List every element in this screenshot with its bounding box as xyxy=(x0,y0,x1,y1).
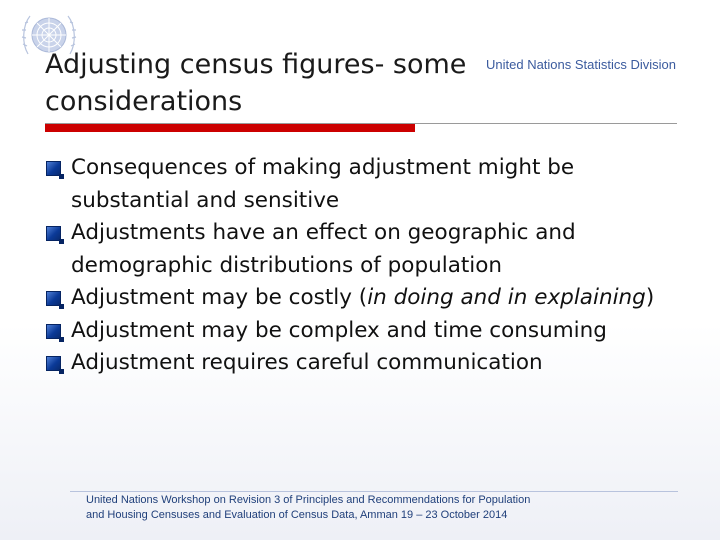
bullet-list xyxy=(45,152,695,380)
slide-title xyxy=(45,46,565,120)
footer-line-2: and Housing Censuses and Evaluation of Census Data, Amman 19 – 23 October 2014 xyxy=(86,509,508,521)
bullet-text: Adjustment requires careful communication xyxy=(71,350,543,375)
bullet-item xyxy=(45,282,695,315)
bullet-item xyxy=(45,152,695,217)
division-name: United Nations Statistics Division xyxy=(486,57,677,72)
bullet-text: Adjustment may be costly ( xyxy=(71,285,368,310)
square-bullet-icon xyxy=(46,324,61,339)
title-line-1: Adjusting census figures- some xyxy=(45,49,467,80)
square-bullet-icon xyxy=(46,356,61,371)
footer xyxy=(86,493,646,523)
bullet-item xyxy=(45,347,695,380)
square-bullet-icon xyxy=(46,291,61,306)
bullet-item xyxy=(45,315,695,348)
bullet-text: Consequences of making adjustment might be substantial and sensitive xyxy=(71,155,575,213)
title-line-2: considerations xyxy=(45,86,243,117)
square-bullet-icon xyxy=(46,226,61,241)
square-bullet-icon xyxy=(46,161,61,176)
bullet-text: Adjustment may be complex and time consuming xyxy=(71,317,607,343)
footer-divider xyxy=(70,491,678,492)
title-accent-bar xyxy=(45,124,415,132)
bullet-text: ) xyxy=(645,285,655,310)
bullet-text: in doing and in explaining xyxy=(367,285,646,310)
bullet-text: Adjustments have an effect on geographic and demographic distributions of population xyxy=(71,220,576,278)
bullet-item xyxy=(45,217,695,282)
footer-line-1: United Nations Workshop on Revision 3 of Principles and Recommendations for Population xyxy=(86,494,531,506)
